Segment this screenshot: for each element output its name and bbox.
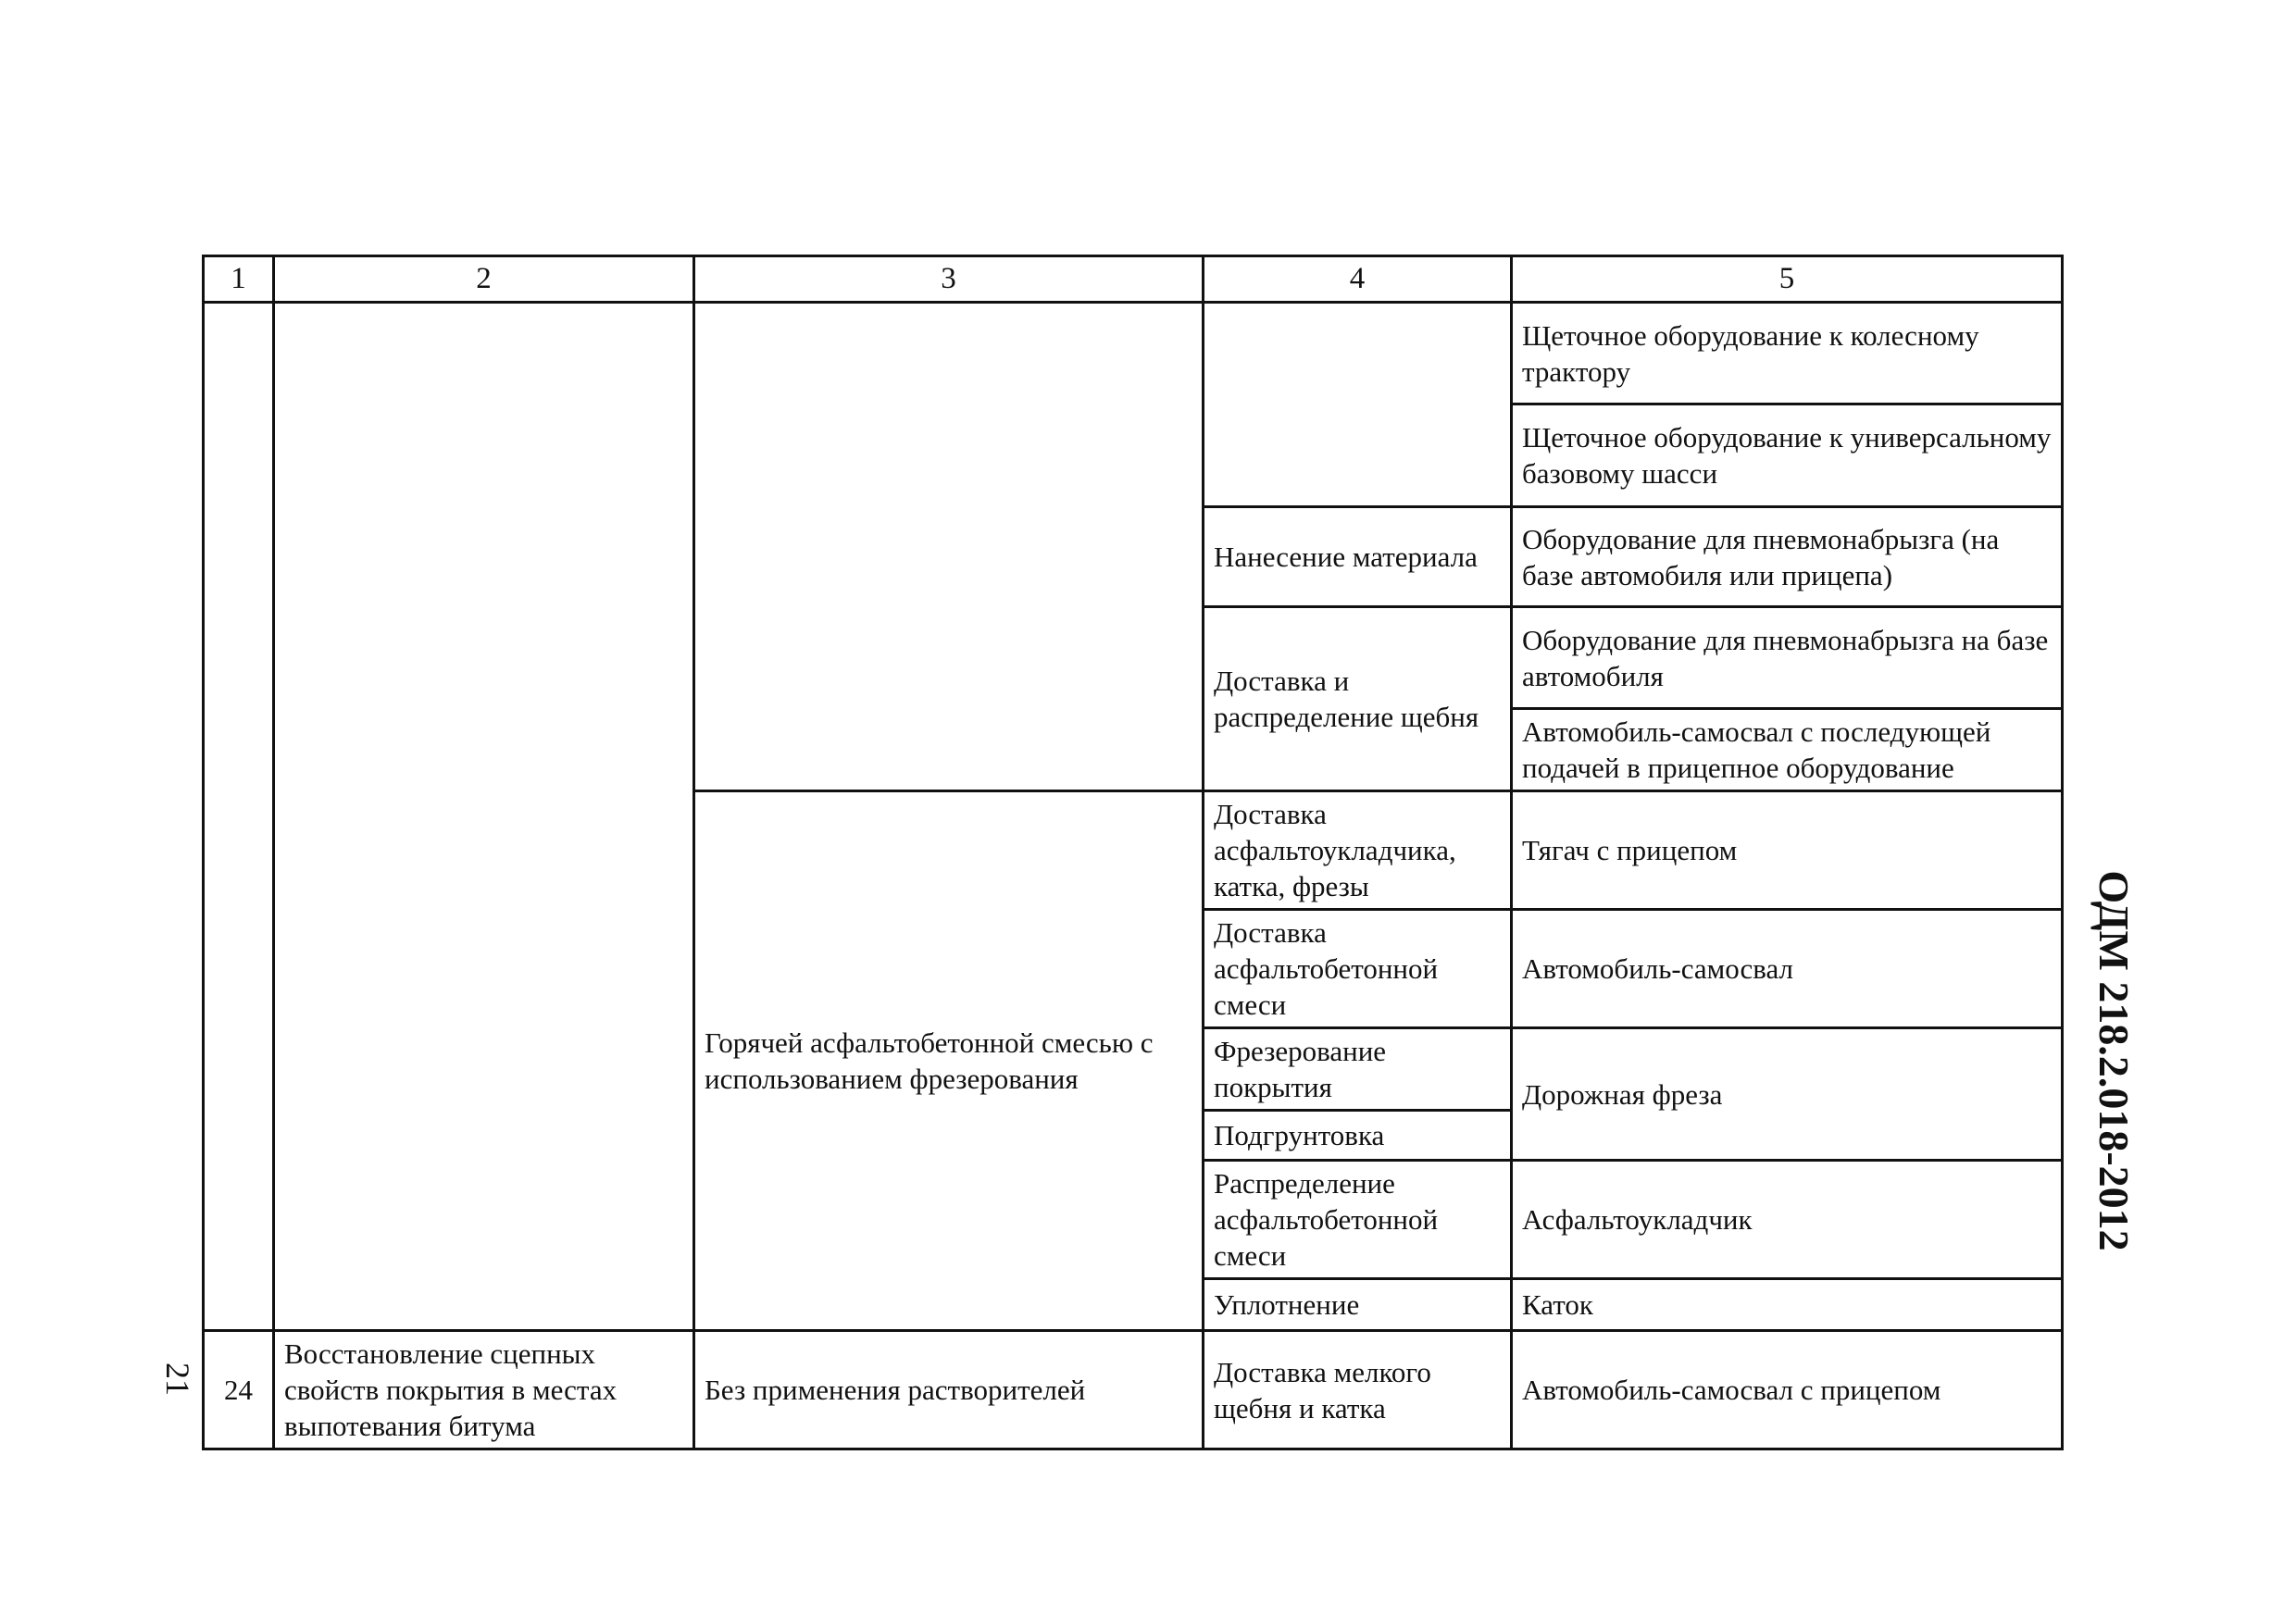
operation-cell: Доставка мелкого щебня и катка	[1204, 1331, 1512, 1449]
column-number-2: 2	[274, 256, 694, 303]
work-cell: Восстановление сцепных свойств покрытия в местах выпотевания битума	[274, 1331, 694, 1449]
table-row	[204, 1331, 2063, 1449]
row-number-cell: 24	[204, 1331, 274, 1449]
operation-cell: Подгрунтовка	[1204, 1111, 1512, 1161]
operation-cell: Фрезерование покрытия	[1204, 1028, 1512, 1111]
document-code: ОДМ 218.2.018-2012	[2090, 870, 2138, 1251]
operation-cell: Уплотнение	[1204, 1279, 1512, 1331]
operation-cell-continued	[1204, 303, 1512, 507]
work-cell-continued	[274, 303, 694, 1331]
equipment-cell: Автомобиль-самосвал с прицепом	[1512, 1331, 2063, 1449]
operation-cell: Доставка асфальтоукладчика, катка, фрезы	[1204, 791, 1512, 910]
equipment-cell: Автомобиль-самосвал с последующей подачей в прицепное оборудование	[1512, 709, 2063, 791]
method-cell: Горячей асфальтобетонной смесью с использованием фрезерования	[694, 791, 1204, 1331]
equipment-cell: Оборудование для пневмонабрызга на базе автомобиля	[1512, 607, 2063, 709]
column-number-5: 5	[1512, 256, 2063, 303]
equipment-cell: Щеточное оборудование к колесному трактору	[1512, 303, 2063, 404]
operation-cell: Доставка асфальтобетонной смеси	[1204, 910, 1512, 1028]
column-number-4: 4	[1204, 256, 1512, 303]
operation-cell: Распределение асфальтобетонной смеси	[1204, 1161, 1512, 1279]
equipment-cell: Тягач с прицепом	[1512, 791, 2063, 910]
operation-cell: Нанесение материала	[1204, 507, 1512, 607]
equipment-cell: Каток	[1512, 1279, 2063, 1331]
number-cell-continued	[204, 303, 274, 1331]
column-number-3: 3	[694, 256, 1204, 303]
column-number-1: 1	[204, 256, 274, 303]
page-number: 21	[159, 1362, 196, 1396]
equipment-cell: Щеточное оборудование к универсальному базовому шасси	[1512, 404, 2063, 507]
method-cell: Без применения растворителей	[694, 1331, 1204, 1449]
column-number-row	[204, 256, 2063, 303]
equipment-cell: Асфальтоукладчик	[1512, 1161, 2063, 1279]
table-row	[204, 303, 2063, 404]
equipment-cell: Оборудование для пневмонабрызга (на базе автомобиля или прицепа)	[1512, 507, 2063, 607]
method-cell-continued	[694, 303, 1204, 791]
equipment-cell: Дорожная фреза	[1512, 1028, 2063, 1161]
equipment-cell: Автомобиль-самосвал	[1512, 910, 2063, 1028]
works-equipment-table	[202, 255, 2064, 1450]
operation-cell: Доставка и распределение щебня	[1204, 607, 1512, 791]
